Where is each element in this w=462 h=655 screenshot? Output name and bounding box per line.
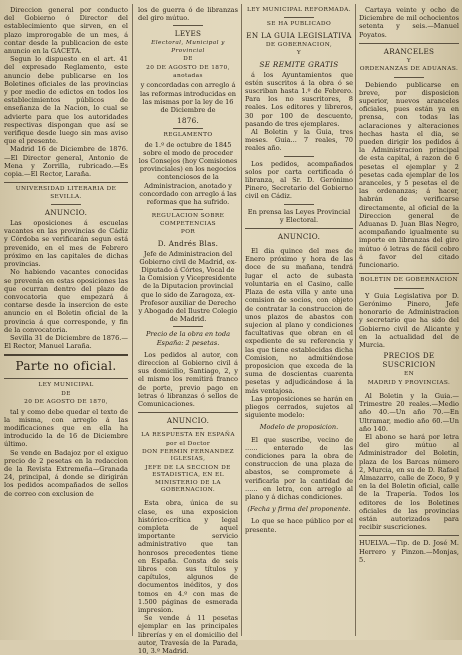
divider: [138, 412, 238, 413]
paragraph: Y Guia Legislativa por D. Gerónimo Pinero, Jefe honorario de Administracion y secretario que ha sido del Gobierno civil de Alicante y en la actualidad del de Murcia.: [359, 291, 459, 349]
divider: [394, 288, 424, 289]
paragraph: Las oposiciones á escuelas vacantes en las provincias de Cádiz y Córdoba se verificarán segun está prevenido, en el mes de Febrero próximo en las capitales de dichas provincias.: [4, 219, 128, 269]
section-heading: POR: [180, 229, 196, 236]
paragraph: á los Ayuntamientos que estén suscritos á la obra ó se suscriban hasta 1.º de Febrero. Para los no suscritores, 8 reales. Los editores y libreros, 30 por 100 de descuento, pasando de tres ejemplares.: [245, 70, 353, 128]
paragraph: Se vende en Badajoz por el exiguo precio de 2 pesetas en la redaccion de la Revista Extremeña—Granada 24, principal, á donde se dirigirán los pedidos acompañados de sellos de correo con exclusion de: [4, 448, 128, 498]
paragraph: Las proposiciones se harán en pliegos cerrados, sujetos al siguiente modelo:: [245, 394, 353, 420]
section-heading: Electoral, Municipal y Provincial: [151, 40, 225, 54]
paragraph: y concordadas con arreglo á las reformas introducidas en las mismas por la ley de 16 de Diciembre de: [140, 81, 236, 115]
section-heading: ORDENANZAS DE ADUANAS.: [359, 66, 459, 73]
column-2: [138, 6, 238, 655]
paragraph: tal y como debe quedar el texto de la misma, con arreglo á las modificaciones que en ella ha introducido la de 16 de Diciembre último.: [4, 407, 128, 449]
paragraph: Esta obra, única de su clase, es una exposicion histórico-crítica y legal completa de aquel importante servicio administrativo que tan honrosos precedentes tiene en España. Consta de seis libros con sus títulos y capítulos, algunos de documentos inéditos, y dos tomos en 4.º con mas de 1.500 páginas de esmerada impresion.: [138, 499, 238, 615]
paragraph: los de guerra ó de libranzas del giro mútuo.: [138, 6, 238, 23]
column-1: [4, 6, 128, 636]
section-heading: UNIVERSIDAD LITERARIA DE SEVILLA.: [15, 186, 117, 200]
paragraph: Al Boletin y la Guia.—Trimestre 20 reales.—Medio año 40.—Un año 70.—En Ultramar, medio año 60.—Un año 140.: [359, 391, 459, 433]
paragraph: Lo que se hace público por el presente.: [245, 517, 353, 534]
section-heading: LA RESPUESTA EN ESPAÑA: [141, 432, 235, 439]
year-label: 1876.: [176, 116, 200, 126]
column-4: [359, 6, 459, 636]
divider: [4, 354, 128, 356]
divider: [359, 43, 459, 44]
paragraph: Debiendo publicarse en breve, por disposicion superior, nuevos aranceles oficiales, pues están ya en prensa, con todas las aclaraciones y alteraciones hechas hasta el dia, se pueden dirigir los pedidos á la Administracion principal de esta capital, á razon de 6 pesetas el ejemplar y 2 pesetas cada ejemplar de los aranceles, y 5 pesetas el de las ordenanzas; á hacer, habrán de verificarse directamente, al oficial de la Direccion general de Aduanas D. Juan Blas Negro, acompañando igualmente su importe en libranzas del giro mútuo ó letras de fácil cobro á favor del citado funcionario.: [359, 80, 459, 270]
announcement-heading: ANUNCIO.: [44, 208, 88, 218]
column-rule: [132, 4, 133, 636]
column-rule: [241, 4, 242, 636]
announcement-heading: ANUNCIO.: [277, 232, 321, 242]
signature-line: (Fecha y firma del proponente.: [247, 505, 351, 514]
paragraph: El abono se hará por letra del giro mútuo al Administrador del Boletin, plaza de los Barcas número 2, Murcia, en su de D. Rafael Almazarro, calle de Zoco, 9 y en la del Boletin oficial, calle de la Trapería. Todos los editores de los Boletines oficiales de las provincias están autorizados para recibir suscriciones.: [359, 432, 459, 532]
section-heading: Y: [296, 50, 302, 57]
divider: [4, 182, 128, 183]
divider: [245, 228, 353, 229]
paragraph: El que suscribe, vecino de ...... enterado de las condiciones para la obra de construccion de una plaza de abastos, se compromete á verificarla por la cantidad de ...... en letra, con arreglo al plano y á dichas condiciones.: [245, 435, 353, 501]
divider: [173, 209, 203, 210]
paragraph: En prensa las Leyes Provincial y Electoral.: [247, 207, 351, 224]
divider: [173, 25, 203, 26]
paragraph: Jefe de Administracion del Gobierno civil de Madrid, ex-Diputado á Córtes, Vocal de la Comision y Vicepresidente de la Diputacion provincial que lo sido de Zaragoza, ex-Profesor auxiliar de Derecho y Abogado del Ilustre Colegio de Madrid.: [138, 249, 238, 324]
divider: [4, 378, 128, 379]
signature-paragraph: Madrid 16 de Diciembre de 1876.—El Director general, Antonio de Mena y Zorrilla, rubricado.—Es copia.—El Rector, Laraña.: [4, 145, 128, 179]
section-heading: anotadas: [173, 73, 203, 80]
divider: [359, 273, 459, 274]
author-name: D. Andrés Blas.: [157, 238, 219, 248]
model-heading: Modelo de proposicion.: [259, 423, 339, 432]
section-heading: REGLAMENTO: [163, 132, 213, 139]
column-3: [245, 6, 353, 636]
law-heading: LEY MUNICIPAL: [38, 382, 94, 389]
paragraph: Los pedidos, acompañados solos por carta certificada ó libranza, al Sr. D. Gerónimo Pinero, Secretario del Gobierno civil en Cádiz.: [245, 159, 353, 201]
column-rule: [355, 4, 356, 636]
law-heading: DE: [61, 390, 71, 397]
author-name: DON FERMIN FERNANDEZ IGLESIAS,: [142, 448, 234, 463]
section-heading: DE: [183, 56, 193, 63]
section-heading: LEYES: [174, 29, 202, 39]
divider: [173, 128, 203, 129]
announcement-heading: ANUNCIO.: [166, 416, 210, 426]
section-title: Parte no oficial.: [15, 359, 117, 374]
paragraph: Cartaya veinte y ocho de Diciembre de mil ochocientos setenta y seis.—Manuel Poyatos.: [359, 6, 459, 39]
divider: [51, 204, 81, 205]
section-heading: LEY MUNICIPAL REFORMADA.: [246, 7, 352, 13]
paragraph: Segun lo dispuesto en el art. 41 del expresado Reglamento, este anuncio debe publicarse en los Boletines oficiales de las provincias y por medio de edictos en todos los establecimientos públicos de enseñanza de la Nacion, lo cual se advierte para que los autoridades respectivas dispongan que así se verifique desde luego sin mas aviso que el presente.: [4, 55, 128, 146]
section-heading: EN: [403, 371, 415, 378]
printer-imprint: HUELVA.—Tip. de D. José M. Herrero y Pinzon.—Monjas, 5.: [359, 539, 459, 564]
divider: [394, 77, 424, 78]
divider: [284, 156, 314, 157]
divider: [284, 17, 314, 18]
signature-paragraph: Sevilla 31 de Diciembre de 1876.—El Rector, Manuel Laraña.: [4, 333, 128, 351]
section-heading: PRECIOS DE SUSCRICION: [382, 351, 436, 370]
divider: [173, 326, 203, 327]
section-heading: por el Doctor: [165, 440, 211, 447]
section-heading: EN LA GUIA LEGISLATIVA: [246, 30, 352, 40]
paragraph: Los pedidos al autor, con direccion al Gobierno civil á sus domicilio, Santiago, 2, y el mismo los remitirá franco de porte, previo pago en letras ó libranzas ó sellos de Comunicaciones.: [138, 350, 238, 408]
author-title: JEFE DE LA SECCION DE ESTADISTICA, EN EL MINISTERIO DE LA GOBERNACION.: [145, 464, 231, 493]
divider: [284, 204, 314, 205]
divider: [173, 428, 203, 429]
paragraph: Al Boletin y la Guia, tres meses. Guia... 7 reales, 70 reales año.: [245, 128, 353, 153]
paragraph: Direccion general por conducto del Gobierno ó Director del establecimiento que sirven, en el plazo improrogable de un mes, á contar desde la publicacion de este anuncio en la GACETA.: [4, 6, 128, 56]
section-heading: REGULACION SOBRE COMPETENCIAS: [151, 213, 225, 227]
section-heading: ARANCELES: [383, 46, 435, 56]
price-line: Precio de la obra en toda España: 2 pesetas.: [145, 330, 231, 347]
paragraph: No habiendo vacantes conocidas se prevenía en estas oposiciones las que ocurran dentro del plazo de convocatoria que empezará á contarse desde la insercion de este anuncio en el Boletin oficial de la provincia á que corresponde, y fin de la convocatoria.: [4, 268, 128, 334]
section-heading: BOLETIN DE GOBERNACION: [360, 277, 458, 284]
paragraph: Se vende á 11 pesetas ejemplar en las principales librerías y en el domicilio del autor, Travesía de la Parada, 10, 3.º Madrid.: [138, 614, 238, 655]
section-heading: DE GOBERNACION,: [265, 41, 333, 48]
section-heading: MADRID Y PROVINCIAS.: [367, 379, 451, 386]
section-heading: SE REMITE GRATIS: [259, 59, 339, 69]
law-date: 20 DE AGOSTO DE 1870,: [24, 399, 108, 406]
section-heading: SE HA PUBLICADO: [266, 21, 332, 28]
paragraph: de 1.º de octubre de 1845 sobre el modo de proceder los Consejos (hoy Comisiones provinciales) en los negocios contenciosos de la Administracion, anotado y concordado con arreglo á las reformas que ha sufrido.: [138, 140, 238, 207]
law-date: 20 DE AGOSTO DE 1870,: [146, 64, 230, 71]
paragraph: El dia quince del mes de Enero próximo y hora de las doce de su mañana, tendrá lugar el acto de subasta voluntaria en el Casino, calle Plaza de esta villa y ante una comision de socios, con objeto de contratar la construccion de unos plazos de abastos con sujecion al plano y condiciones facultativas que obran en el expediente de su referencia y las que tiene establecidas dicha Comision, no admitiéndose proposicion que exceda de la suma de doscientas cuarenta pesetas y adjudicándose á la más ventajosa.: [245, 247, 353, 395]
divider: [359, 535, 459, 536]
section-heading: Y: [406, 57, 412, 64]
